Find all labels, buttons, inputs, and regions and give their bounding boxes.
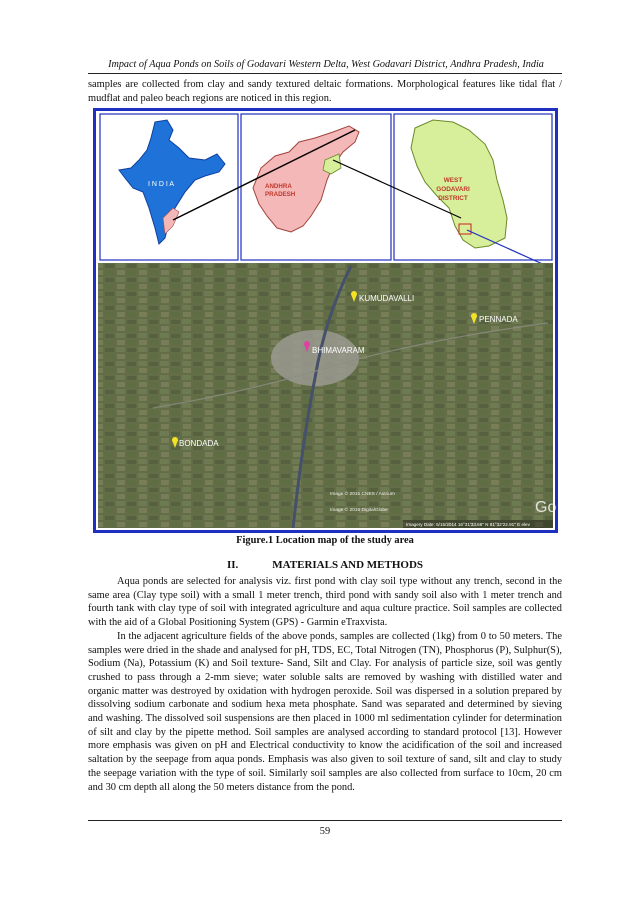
body-paragraph-2: In the adjacent agriculture fields of the above ponds, samples are collected (1kg) from 0 to 50 meters. The samples were dried in the shade and analysed for pH, TDS, EC, Total Nitrogen (TN), Phosphorus (P), Sulphur(S), Sodium (Na), Potassium (K) and Soil texture- Sand, Silt and Clay. For analysis of particle size, soil was gently crushed to pass through a 2-mm sieve; water soluble salts are removed by washing with distilled water and organic matter was destroyed by oxidation with hydrogen peroxide. Soil was dispersed in a solution prepared by dissolving sodium carbonate and sodium hexa meta phosphate. Sand was separated and determined by sieving and washing. The dissolved soil suspensions are then placed in 1000 ml sedimentation cylinder for determination of silt and clay by the pipette method. Soil samples are analysed according to standard protocol [13]. However more emphasis was given on pH and Electrical conductivity to know the acidification of the soil and increased saltation by the seepage from aqua ponds. Emphasis was also given to soil texture of sand, silt and clay to study the seepage variation with the type of soil. Similarly soil samples are also collected from surface to 10cm, 20 cm and 30 cm depth all along the 50 meters distance from the pond.: [88, 630, 562, 793]
west-godavari-map-panel: [394, 114, 552, 260]
figure-caption: Figure.1 Location map of the study area: [236, 535, 414, 546]
wg-label-line1: WEST: [443, 177, 463, 184]
map-logo: Go: [535, 499, 557, 516]
section-title: MATERIALS AND METHODS: [272, 559, 424, 571]
marker-pennada: [471, 313, 518, 324]
ap-label-line2: PRADESH: [265, 191, 296, 198]
footer-rule: [88, 820, 562, 821]
svg-text:KUMUDAVALLI: KUMUDAVALLI: [359, 294, 415, 303]
svg-text:BHIMAVARAM: BHIMAVARAM: [312, 346, 365, 355]
imagery-info: Imagery Date: 5/15/2014 16°31'33.68" N 81°32'22.91" E elev: [406, 522, 530, 527]
marker-bondada: [172, 437, 219, 448]
page-number: 59: [319, 826, 331, 837]
ap-label-line1: ANDHRA: [265, 183, 292, 190]
imagery-credit-2: Image © 2015 DigitalGlobe: [330, 508, 388, 513]
location-map-figure: [93, 108, 558, 533]
wg-label-line2: GODAVARI: [436, 186, 470, 193]
section-heading: [88, 559, 562, 571]
imagery-credit-1: Image © 2015 CNES / Astrium: [330, 492, 395, 497]
andhra-pradesh-map-panel: [241, 114, 391, 260]
figure-svg: [93, 108, 558, 533]
wg-label-line3: DISTRICT: [438, 195, 468, 202]
intro-paragraph: samples are collected from clay and sandy textured deltaic formations. Morphological features like tidal flat / mudflat and paleo beach regions are noticed in this region.: [88, 79, 562, 104]
svg-text:PENNADA: PENNADA: [479, 315, 518, 324]
svg-text:BONDADA: BONDADA: [179, 439, 219, 448]
running-header: Impact of Aqua Ponds on Soils of Godavari Western Delta, West Godavari District, Andhra Pradesh, India: [108, 59, 544, 70]
satellite-image: [98, 263, 556, 528]
india-label: I N D I A: [148, 181, 175, 188]
body-paragraph-1: Aqua ponds are selected for analysis viz. first pond with clay soil type without any trench, second in the same area (Clay type soil) with a small 1 meter trench, third pond with sandy soil also with 1 meter trench and fourth tank with clay type of soil with integrated agriculture and aqua culture practice. Soil samples are collected with the aid of a Global Positioning System (GPS) - Garmin eTraxvista.: [88, 576, 562, 629]
section-number: II.: [226, 559, 239, 571]
india-map-panel: [100, 114, 238, 260]
header-rule: [88, 73, 562, 74]
body-text: [88, 575, 562, 794]
